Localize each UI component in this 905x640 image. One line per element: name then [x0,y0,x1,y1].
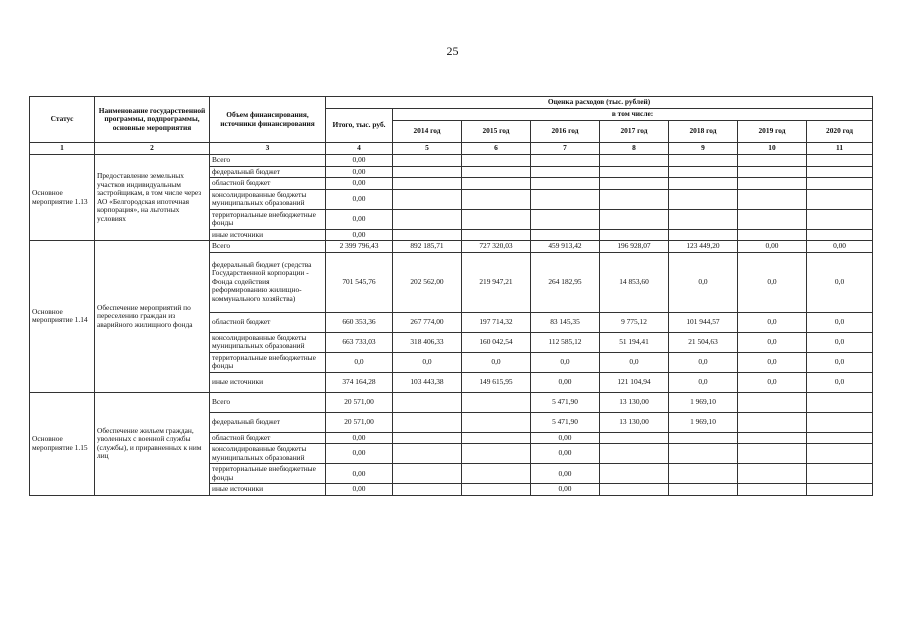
year-value-cell [738,166,807,178]
total-cell: 0,00 [326,155,393,167]
year-value-cell: 121 104,94 [600,372,669,392]
total-cell: 0,00 [326,189,393,209]
header-year: 2014 год [393,121,462,143]
header-year: 2016 год [531,121,600,143]
year-value-cell [393,166,462,178]
year-value-cell [393,155,462,167]
funding-source-cell: иные источники [210,484,326,496]
year-value-cell [669,178,738,190]
funding-source-cell: федеральный бюджет [210,412,326,432]
year-value-cell: 14 853,60 [600,252,669,312]
year-value-cell [738,209,807,229]
total-cell: 663 733,03 [326,332,393,352]
status-cell: Основное мероприятие 1.15 [30,392,95,495]
total-cell: 20 571,00 [326,392,393,412]
year-value-cell: 0,0 [669,372,738,392]
year-value-cell [462,155,531,167]
header-estimate: Оценка расходов (тыс. рублей) [326,97,873,109]
year-value-cell [462,432,531,444]
year-value-cell: 267 774,00 [393,312,462,332]
year-value-cell: 0,0 [738,352,807,372]
year-value-cell [462,189,531,209]
funding-source-cell: Всего [210,392,326,412]
column-number: 5 [393,143,462,155]
total-cell: 0,00 [326,444,393,464]
year-value-cell [807,444,873,464]
year-value-cell [600,229,669,241]
year-value-cell: 0,00 [531,484,600,496]
year-value-cell [600,432,669,444]
year-value-cell: 0,0 [807,372,873,392]
year-value-cell [807,484,873,496]
year-value-cell [393,229,462,241]
year-value-cell: 202 562,00 [393,252,462,312]
year-value-cell [531,178,600,190]
year-value-cell [807,166,873,178]
year-value-cell: 123 449,20 [669,241,738,253]
year-value-cell: 21 504,63 [669,332,738,352]
column-number: 3 [210,143,326,155]
year-value-cell: 0,00 [807,241,873,253]
year-value-cell: 0,0 [738,312,807,332]
year-value-cell: 196 928,07 [600,241,669,253]
total-cell: 0,00 [326,229,393,241]
year-value-cell [393,189,462,209]
year-value-cell: 0,0 [393,352,462,372]
activity-name-cell: Обеспечение мероприятий по переселению граждан из аварийного жилищного фонда [95,241,210,393]
total-cell: 660 353,36 [326,312,393,332]
year-value-cell [807,412,873,432]
table-header [30,97,873,155]
column-number: 7 [531,143,600,155]
year-value-cell [462,464,531,484]
year-value-cell [600,166,669,178]
year-value-cell [807,464,873,484]
year-value-cell [462,209,531,229]
funding-source-cell: территориальные внебюджетные фонды [210,464,326,484]
year-value-cell: 0,00 [738,241,807,253]
year-value-cell [738,189,807,209]
year-value-cell: 197 714,32 [462,312,531,332]
total-cell: 0,00 [326,464,393,484]
year-value-cell: 51 194,41 [600,332,669,352]
year-value-cell: 0,0 [462,352,531,372]
year-value-cell: 13 130,00 [600,392,669,412]
total-cell: 0,00 [326,166,393,178]
header-total: Итого, тыс. руб. [326,109,393,143]
year-value-cell: 0,0 [531,352,600,372]
year-value-cell [393,392,462,412]
year-value-cell: 5 471,90 [531,392,600,412]
year-value-cell [393,209,462,229]
year-value-cell [738,178,807,190]
total-cell: 20 571,00 [326,412,393,432]
table-row [30,155,873,167]
year-value-cell: 83 145,35 [531,312,600,332]
year-value-cell [738,444,807,464]
status-cell: Основное мероприятие 1.13 [30,155,95,241]
year-value-cell: 0,0 [738,372,807,392]
table-row [30,392,873,412]
year-value-cell [738,155,807,167]
activity-name-cell: Обеспечение жильем граждан, уволенных с военной службы (службы), и приравненных к ним лиц [95,392,210,495]
year-value-cell [807,209,873,229]
year-value-cell [393,178,462,190]
funding-source-cell: территориальные внебюджетные фонды [210,209,326,229]
funding-source-cell: федеральный бюджет (средства Государственной корпорации - Фонда содействия реформированию жилищно-коммунального хозяйства) [210,252,326,312]
year-value-cell [669,444,738,464]
funding-source-cell: иные источники [210,229,326,241]
year-value-cell [669,209,738,229]
year-value-cell: 727 320,03 [462,241,531,253]
year-value-cell [738,412,807,432]
year-value-cell [738,392,807,412]
year-value-cell: 0,00 [531,372,600,392]
year-value-cell [738,464,807,484]
year-value-cell [738,229,807,241]
year-value-cell [738,432,807,444]
year-value-cell [669,189,738,209]
year-value-cell [393,412,462,432]
funding-source-cell: Всего [210,241,326,253]
year-value-cell [462,444,531,464]
year-value-cell [807,155,873,167]
year-value-cell: 0,0 [807,352,873,372]
year-value-cell: 1 969,10 [669,412,738,432]
header-funding: Объем финансирования, источники финансирования [210,97,326,143]
status-cell: Основное мероприятие 1.14 [30,241,95,393]
header-name: Наименование государственной программы, подпрограммы, основные мероприятия [95,97,210,143]
year-value-cell [738,484,807,496]
year-value-cell: 0,0 [807,312,873,332]
year-value-cell [669,155,738,167]
year-value-cell [807,178,873,190]
year-value-cell [531,166,600,178]
table-row [30,241,873,253]
total-cell: 0,00 [326,209,393,229]
year-value-cell [669,166,738,178]
year-value-cell: 101 944,57 [669,312,738,332]
year-value-cell [807,229,873,241]
year-value-cell: 9 775,12 [600,312,669,332]
year-value-cell: 112 585,12 [531,332,600,352]
year-value-cell: 103 443,38 [393,372,462,392]
year-value-cell [600,464,669,484]
funding-source-cell: иные источники [210,372,326,392]
year-value-cell [669,229,738,241]
year-value-cell: 0,0 [738,332,807,352]
total-cell: 0,0 [326,352,393,372]
funding-source-cell: консолидированные бюджеты муниципальных образований [210,189,326,209]
year-value-cell: 0,0 [669,352,738,372]
funding-source-cell: Всего [210,155,326,167]
year-value-cell: 219 947,21 [462,252,531,312]
total-cell: 0,00 [326,484,393,496]
page-number: 25 [446,44,459,58]
year-value-cell: 0,0 [600,352,669,372]
funding-source-cell: консолидированные бюджеты муниципальных образований [210,444,326,464]
year-value-cell [462,392,531,412]
year-value-cell: 0,0 [807,332,873,352]
year-value-cell [807,189,873,209]
year-value-cell: 1 969,10 [669,392,738,412]
column-number: 2 [95,143,210,155]
header-year: 2020 год [807,121,873,143]
column-number: 11 [807,143,873,155]
funding-source-cell: областной бюджет [210,178,326,190]
header-including: в том числе: [393,109,873,121]
header-year: 2018 год [669,121,738,143]
table-body [30,155,873,496]
year-value-cell: 892 185,71 [393,241,462,253]
funding-source-cell: областной бюджет [210,432,326,444]
header-year: 2015 год [462,121,531,143]
total-cell: 374 164,28 [326,372,393,392]
year-value-cell [393,464,462,484]
year-value-cell: 0,00 [531,464,600,484]
column-number: 9 [669,143,738,155]
column-number: 1 [30,143,95,155]
year-value-cell: 459 913,42 [531,241,600,253]
total-cell: 0,00 [326,432,393,444]
year-value-cell [600,178,669,190]
year-value-cell [600,484,669,496]
year-value-cell [807,392,873,412]
total-cell: 2 399 796,43 [326,241,393,253]
column-number-row [30,143,873,155]
year-value-cell: 0,00 [531,432,600,444]
funding-source-cell: консолидированные бюджеты муниципальных образований [210,332,326,352]
year-value-cell [462,166,531,178]
year-value-cell [669,432,738,444]
header-status: Статус [30,97,95,143]
year-value-cell: 149 615,95 [462,372,531,392]
year-value-cell [669,464,738,484]
column-number: 10 [738,143,807,155]
year-value-cell [669,484,738,496]
total-cell: 0,00 [326,178,393,190]
funding-source-cell: федеральный бюджет [210,166,326,178]
year-value-cell [462,484,531,496]
year-value-cell [393,444,462,464]
column-number: 8 [600,143,669,155]
year-value-cell [600,209,669,229]
year-value-cell [600,189,669,209]
year-value-cell: 264 182,95 [531,252,600,312]
funding-source-cell: территориальные внебюджетные фонды [210,352,326,372]
year-value-cell [393,484,462,496]
year-value-cell: 160 042,54 [462,332,531,352]
year-value-cell: 0,00 [531,444,600,464]
year-value-cell [531,229,600,241]
year-value-cell [807,432,873,444]
column-number: 6 [462,143,531,155]
column-number: 4 [326,143,393,155]
year-value-cell [462,412,531,432]
activity-name-cell: Предоставление земельных участков индивидуальным застройщикам, в том числе через АО «Белгородская ипотечная корпорация», на льготных условиях [95,155,210,241]
year-value-cell [393,432,462,444]
year-value-cell [600,444,669,464]
year-value-cell: 13 130,00 [600,412,669,432]
year-value-cell [600,155,669,167]
year-value-cell [462,229,531,241]
financing-table [29,96,873,496]
year-value-cell: 0,0 [669,252,738,312]
year-value-cell [531,189,600,209]
header-year: 2019 год [738,121,807,143]
year-value-cell: 0,0 [807,252,873,312]
total-cell: 701 545,76 [326,252,393,312]
year-value-cell: 5 471,90 [531,412,600,432]
year-value-cell [531,209,600,229]
year-value-cell [531,155,600,167]
year-value-cell: 0,0 [738,252,807,312]
year-value-cell: 318 406,33 [393,332,462,352]
funding-source-cell: областной бюджет [210,312,326,332]
header-year: 2017 год [600,121,669,143]
year-value-cell [462,178,531,190]
